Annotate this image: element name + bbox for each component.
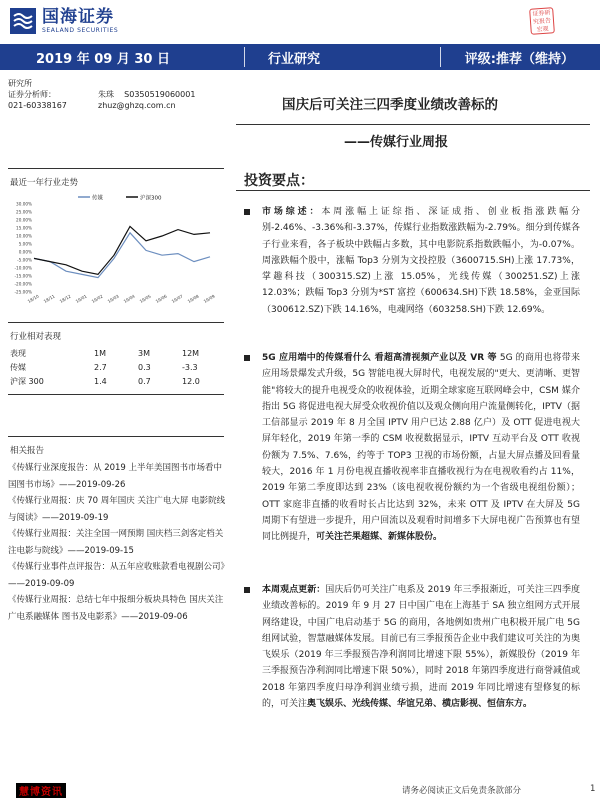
table-row [8, 374, 216, 388]
stamp-line-1: 证券研究报告 [532, 9, 552, 26]
y-tick-label: 25.00% [16, 209, 32, 215]
fiveg-section [244, 350, 580, 546]
market-summary-label: 市场综述： [262, 207, 322, 217]
trend-chart-svg [8, 192, 214, 312]
rating: 评级:推荐（维持） [464, 51, 574, 67]
performance-table [8, 346, 216, 388]
table-cell: 0.7 [138, 376, 151, 386]
table-cell: 沪深 300 [10, 376, 44, 386]
company-name-en: SEALAND SECURITIES [42, 26, 119, 34]
header-banner [0, 44, 600, 70]
research-stamp [529, 7, 555, 35]
institute-label: 研究所 [8, 79, 32, 88]
watermark: 慧博资讯 [16, 783, 66, 798]
related-report-link[interactable]: 《传媒行业周报：总结七年中报细分板块具特色 国庆关注广电系融媒体 图书及电影系》——2019-09-06 [8, 595, 224, 622]
y-tick-label: -15.00% [14, 273, 32, 279]
perf-heading: 行业相对表现 [10, 332, 62, 342]
related-report-link[interactable]: 《传媒行业深度报告：从 2019 上半年美国图书市场看中国图书市场》——2019-09-26 [8, 463, 223, 490]
perf-divider [8, 322, 224, 323]
report-title: 国庆后可关注三四季度业绩改善标的 [282, 97, 498, 113]
report-date: 2019 年 09 月 30 日 [36, 51, 170, 67]
y-tick-label: -20.00% [14, 281, 32, 287]
report-subtitle: ——传媒行业周报 [344, 135, 449, 150]
table-cell: 1.4 [94, 376, 107, 386]
x-tick-label: 18/12 [58, 293, 72, 304]
table-row [8, 360, 216, 374]
related-reports-list [8, 460, 230, 625]
analyst-cert: S0350519060001 [124, 90, 196, 99]
x-tick-label: 19/01 [74, 293, 88, 304]
analyst-info [8, 78, 228, 111]
banner-divider [244, 47, 245, 67]
analyst-phone: 021-60338167 [8, 101, 67, 110]
related-divider [8, 436, 224, 437]
bullet-icon [244, 355, 250, 361]
table-header-cell: 表现 [10, 348, 26, 358]
page-footer [0, 778, 600, 800]
y-tick-label: 10.00% [16, 233, 32, 239]
bullet-icon [244, 209, 250, 215]
x-tick-label: 19/08 [186, 293, 200, 304]
title-divider [236, 124, 590, 125]
legend-label-media: 传媒 [92, 195, 104, 202]
page-number: 1 [590, 784, 596, 794]
company-name-cn: 国海证券 [42, 6, 114, 27]
x-tick-label: 18/11 [42, 293, 56, 304]
key-points-divider [236, 190, 590, 191]
table-cell: 2.7 [94, 362, 107, 372]
y-tick-label: -5.00% [17, 257, 32, 263]
related-heading: 相关报告 [10, 446, 45, 456]
x-tick-label: 19/07 [170, 293, 184, 304]
y-tick-label: 0.00% [18, 249, 32, 255]
left-divider [8, 168, 224, 169]
trend-chart [8, 192, 214, 312]
x-tick-label: 19/04 [122, 293, 136, 304]
weekly-view-label: 本周观点更新： [262, 585, 326, 595]
x-tick-label: 19/06 [154, 293, 168, 304]
legend-label-hs300: 沪深300 [140, 195, 162, 202]
trend-heading: 最近一年行业走势 [10, 178, 79, 188]
y-tick-label: 20.00% [16, 217, 32, 223]
weekly-view-recommendation: 奥飞娱乐、光线传媒、华谊兄弟、横店影视、恒信东方。 [307, 699, 533, 710]
table-header-row [8, 346, 216, 360]
table-header-cell: 12M [182, 348, 200, 358]
y-tick-label: 15.00% [16, 225, 32, 231]
y-tick-label: -25.00% [14, 289, 32, 295]
analyst-email[interactable]: zhuz@ghzq.com.cn [98, 101, 176, 110]
table-header-cell: 3M [138, 348, 150, 358]
bullet-icon [244, 587, 250, 593]
disclaimer-note: 请务必阅读正文后免责条款部分 [402, 786, 522, 796]
stamp-line-2: 宏观 [536, 25, 549, 34]
x-tick-label: 19/02 [90, 293, 104, 304]
brand [10, 6, 118, 36]
related-report-link[interactable]: 《传媒行业周报：关注全国一网预期 国庆档三剑客定档关注电影与院线》——2019-09-15 [8, 529, 224, 556]
x-tick-label: 19/03 [106, 293, 120, 304]
analyst-name: 朱珠 [98, 90, 114, 99]
fiveg-label: 5G 应用端中的传媒看什么 看超高清视频产业以及 VR 等 [262, 353, 497, 363]
market-summary-text: 本周涨幅上证综指、深证成指、创业板指涨跌幅分别-2.46%、-3.36%和-3.37%，传媒行业指数涨跌幅为-2.79%。细分到传媒各子行业来看，各子板块中跌幅占多数，其中电影院系指数跌幅小，为-0.07%。周涨跌幅个股中，涨幅 Top3 分别为文投控股（3600715.SH)上涨 17.73%，掌趣科技（300315.SZ)上涨 15.05%，光线传媒（300251.SZ)上涨 12.03%；跌幅 Top3 分别为*ST 富控（600634.SH)下跌 18.58%，金亚国际（300612.SZ)下跌 14.16%，电魂网络（603258.SH)下跌 12.69%。 [262, 207, 580, 315]
x-tick-label: 19/09 [202, 293, 216, 304]
weekly-view-section [244, 582, 580, 712]
related-report-link[interactable]: 《传媒行业事件点评报告：从五年应收账款看电视剧公司》——2019-09-09 [8, 562, 230, 589]
related-report-link[interactable]: 《传媒行业周报：庆 70 周年国庆 关注广电大屏 电影院线与阅读》——2019-09-19 [8, 496, 226, 523]
analyst-role: 证券分析师： [8, 90, 56, 99]
table-cell: 12.0 [182, 376, 200, 386]
fiveg-text: 5G 的商用也将带来应用场景爆发式升级，5G 智能电视大屏时代，电视发展的"更大、更清晰、更智能"将较大的提升电视受众的收视体验，近期全球家庭互联网峰会中，CSM 媒介指出 5G 将促进电视大屏受众收视价值以及观众侧向用户流量侧转化，IPTV（据工信部显示 2019 年 8 月全国 IPTV 用户已达 2.88 亿户）及 OTT 促进电视大屏年轻化，2019 年第一季的 CSM 收视数据显示，IPTV 互动平台及 OTT 收视份额为 7.5%、7.6%，约等于 TOP3 卫视的市场份额，占显大屏点播及回看量较大，2016 年 1 月份电视直播收视率非直播收视行为在电视收看约占 11%，2019 年第二季度即达到 23%（该电视收视份额约为一个省级电视组份额）；OTT 家庭非直播的收看时长占比达到 32%，未来 OTT 及 IPTV 在大屏及 5G 周期下有望进一步提升，用户回流以及观看时间增多下大屏电视广告预算也有望同比例提升， [262, 353, 580, 543]
y-tick-label: 5.00% [18, 241, 32, 247]
key-points-heading: 投资要点： [244, 173, 314, 189]
y-tick-label: -10.00% [14, 265, 32, 271]
table-cell: 传媒 [10, 362, 26, 372]
fiveg-recommendation: 可关注芒果超媒、新媒体股份。 [316, 532, 443, 543]
x-tick-label: 19/05 [138, 293, 152, 304]
table-cell: -3.3 [182, 362, 198, 372]
weekly-view-text: 国庆后仍可关注广电系及 2019 年三季报渐近，可关注三四季度业绩改善标的。2019 年 9 月 27 日中国广电在上海基于 SA 独立组网方式开展网络建设，中国广电启动基于 5G 的商用，各地例如贵州广电积极开展广电 5G 组网试验，智慧融媒体发展。目前已有三季报预告企业中我们建议可关注的为奥飞娱乐（2019 年三季报预告净利润同比增速下限 55%），新媒股份（2019 年三季报预告净利润同比增速下限 50%），同时 2018 年第四季度进行商誉减值或 2018 年第四季度归母净利润业绩亏损，进而 2019 年同比增速有望修复的标的，可关注 [262, 585, 580, 710]
banner-divider [440, 47, 441, 67]
table-cell: 0.3 [138, 362, 151, 372]
y-tick-label: 30.00% [16, 201, 32, 207]
report-type: 行业研究 [268, 51, 321, 67]
x-tick-label: 18/10 [26, 293, 40, 304]
perf-bottom-divider [8, 394, 224, 395]
market-summary-section [244, 204, 580, 318]
sealand-logo-icon [10, 8, 36, 34]
series-line-media [34, 233, 210, 278]
table-header-cell: 1M [94, 348, 106, 358]
